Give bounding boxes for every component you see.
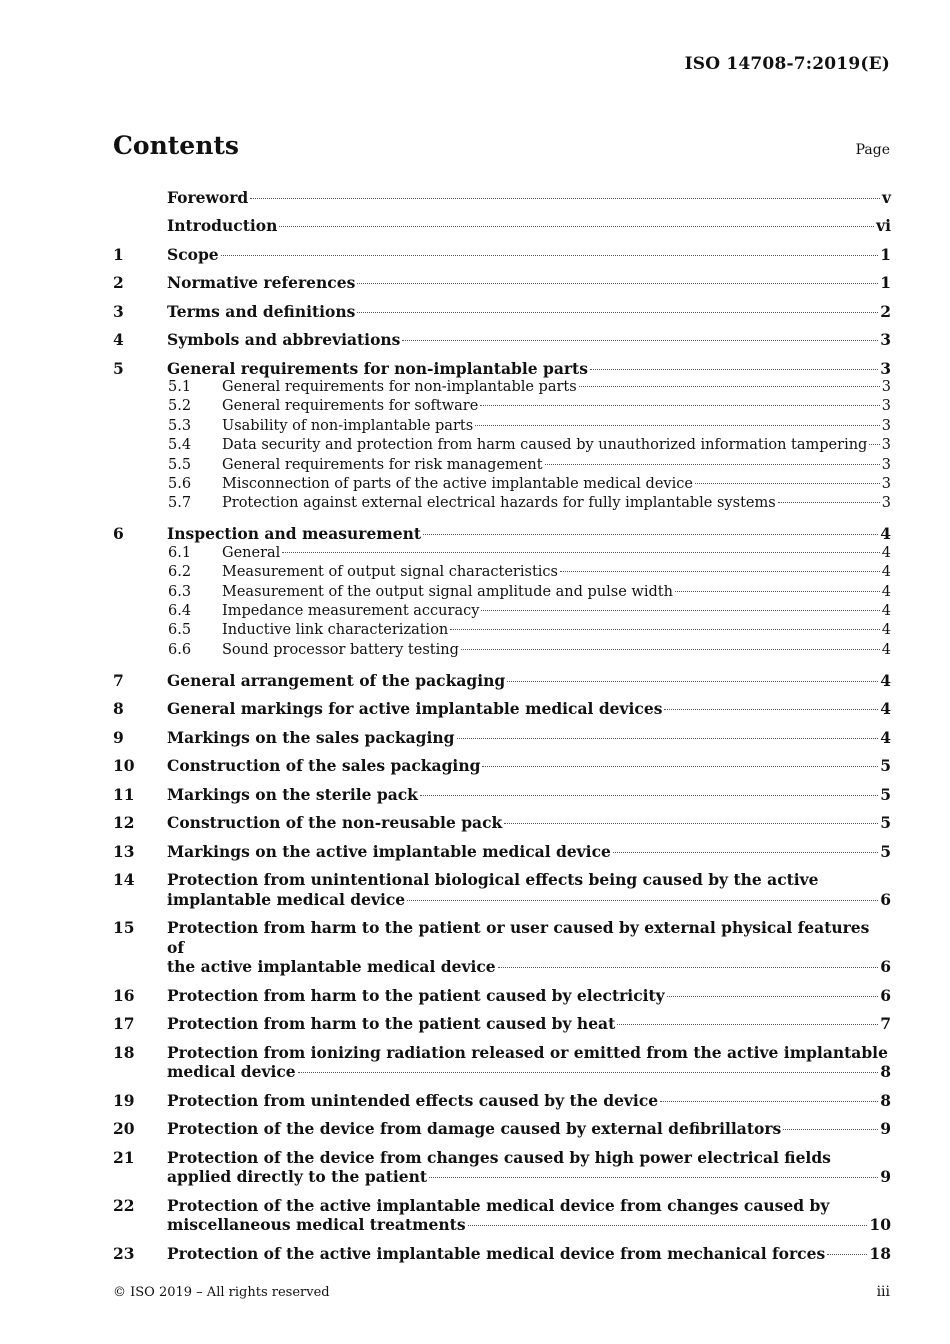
toc-page-number: 2 [880,301,891,321]
toc-page-number: vi [876,216,891,235]
toc-entry-number: 1 [113,244,124,264]
toc-entry-number: 21 [113,1147,135,1167]
toc-page-number: 8 [880,1062,891,1082]
contents-title: Contents [113,131,240,160]
toc-page-number: 6 [880,889,891,909]
toc-entry-title: Protection against external electrical hazards for fully implantable systems [222,495,776,512]
dot-leader [250,198,880,199]
toc-entry-title: medical device [167,1062,296,1082]
dot-leader [423,534,878,535]
dot-leader [420,795,878,796]
toc-entry-number: 6.4 [168,603,192,620]
toc-page-number: 3 [881,476,891,493]
toc-page-number: 3 [881,417,891,434]
toc-page-number: 4 [880,670,891,690]
toc-subentry[interactable] [113,417,891,436]
dot-leader [507,681,878,682]
toc-entry-number: 5 [113,358,124,378]
dot-leader [579,386,880,387]
toc-entry-title: Protection of the active implantable medical device from mechanical forces [167,1243,826,1263]
toc-entry-number: 19 [113,1090,135,1110]
dot-leader [481,610,879,611]
toc-page-number: 5 [880,756,891,776]
toc-entry-number: 7 [113,670,124,690]
toc-entry-title-line1: Protection from harm to the patient or user caused by external physical features of [167,918,870,957]
toc-entry[interactable] [113,299,891,328]
toc-entry[interactable] [113,1145,891,1193]
toc-entry-title: Construction of the non-reusable pack [167,813,503,833]
toc-entry-number: 6.2 [168,564,192,581]
dot-leader [482,766,878,767]
toc-entry[interactable] [113,271,891,300]
toc-subentry[interactable] [113,544,891,563]
toc-entry-number: 10 [113,756,135,776]
dot-leader [695,483,880,484]
toc-entry-title: Scope [167,244,219,264]
toc-entry[interactable] [113,754,891,783]
dot-leader [667,996,879,997]
toc-page-number: v [881,187,891,207]
toc-page-number: 1 [880,273,891,292]
toc-entry[interactable] [113,668,891,697]
dot-leader [429,1177,878,1178]
toc-page-number: 4 [881,622,891,639]
toc-page-number: 4 [880,727,891,747]
toc-entry-title: General markings for active implantable medical devices [167,699,663,719]
toc-entry-title: Measurement of output signal characteristics [222,564,558,581]
dot-leader [869,444,879,445]
toc-page-number: 1 [880,244,891,264]
toc-entry-title: Protection from harm to the patient caused by heat [167,1014,616,1034]
toc-page-number: 18 [869,1243,891,1263]
document-id: ISO 14708-7:2019(E) [684,54,890,74]
toc-page-number: 4 [881,583,891,600]
toc-entry-title: Markings on the sterile pack [167,784,418,804]
toc-entry[interactable] [113,839,891,868]
toc-entry-title: Protection from harm to the patient caused by electricity [167,985,665,1005]
dot-leader [407,900,878,901]
toc-entry-number: 6.3 [168,583,192,600]
toc-entry[interactable] [113,328,891,357]
dot-leader [783,1129,878,1130]
dot-leader [457,738,879,739]
toc-entry-title: Protection of the device from damage caused by external defibrillators [167,1119,782,1139]
toc-entry-title: Sound processor battery testing [222,641,459,658]
dot-leader [282,552,879,553]
toc-subentry[interactable] [113,436,891,455]
toc-entry-number: 23 [113,1243,135,1263]
toc-entry-number: 2 [113,273,124,292]
toc-page-number: 5 [880,841,891,861]
toc-entry-number: 5.7 [168,495,192,512]
toc-page-number: 5 [880,784,891,804]
toc-entry-title-line1: Protection from ionizing radiation released or emitted from the active implantable [167,1042,888,1062]
toc-subentry[interactable] [113,583,891,602]
toc-entry-number: 16 [113,985,135,1005]
dot-leader [480,405,879,406]
toc-entry-title: General requirements for non-implantable parts [167,358,588,378]
toc-entry-number: 4 [113,330,124,349]
dot-leader [357,283,878,284]
toc-entry[interactable] [113,916,891,984]
toc-page-number: 3 [881,456,891,473]
toc-page-number: 4 [881,544,891,561]
toc-page-number: 4 [880,524,891,544]
toc-entry-number: 18 [113,1042,135,1062]
toc-page-number: 4 [881,641,891,658]
toc-subentry[interactable] [113,494,891,513]
dot-leader [827,1254,867,1255]
toc-entry-number: 17 [113,1014,135,1034]
toc-entry-title: Markings on the sales packaging [167,727,455,747]
toc-subentry[interactable] [113,397,891,416]
toc-page-number: 9 [880,1167,891,1187]
toc-subentry[interactable] [113,563,891,582]
toc-entry-number: 5.1 [168,379,192,395]
toc-entry-number: 6 [113,524,124,544]
toc-entry-title: General requirements for software [222,398,479,415]
toc-entry-title: Normative references [167,273,356,292]
dot-leader [504,823,878,824]
toc-entry-title: General requirements for non-implantable parts [222,379,577,395]
toc-entry-number: 13 [113,841,135,861]
toc-page-number: 3 [880,358,891,378]
toc-entry-number: 9 [113,727,124,747]
toc-page-number: 8 [880,1090,891,1110]
toc-page-number: 4 [880,699,891,719]
toc-entry-title: Introduction [167,216,278,235]
toc-entry-title: Construction of the sales packaging [167,756,481,776]
toc-entry[interactable] [113,811,891,840]
dot-leader [664,709,878,710]
toc-entry[interactable] [113,1012,891,1041]
table-of-contents [113,185,891,1270]
dot-leader [617,1024,878,1025]
toc-subentry[interactable] [113,456,891,475]
toc-entry-number: 5.2 [168,398,192,415]
toc-subentry[interactable] [113,602,891,621]
toc-entry-title: Impedance measurement accuracy [222,603,480,620]
toc-entry-number: 20 [113,1119,135,1139]
toc-page-number: 4 [881,603,891,620]
dot-leader [675,591,880,592]
dot-leader [778,502,880,503]
toc-entry-title: Terms and definitions [167,301,356,321]
toc-entry-title: applied directly to the patient [167,1167,428,1187]
toc-entry[interactable] [113,725,891,754]
toc-entry-title: implantable medical device [167,889,406,909]
toc-entry-title: Inductive link characterization [222,622,449,639]
toc-entry-title: Inspection and measurement [167,524,422,544]
toc-entry[interactable] [113,983,891,1012]
dot-leader [660,1101,878,1102]
toc-subentry[interactable] [113,378,891,397]
toc-entry-number: 14 [113,870,135,890]
toc-entry-number: 15 [113,918,135,938]
toc-entry-title: General arrangement of the packaging [167,670,506,690]
toc-entry[interactable] [113,1088,891,1117]
toc-entry-number: 5.6 [168,476,192,493]
toc-entry-title-line1: Protection from unintentional biological effects being caused by the active [167,870,819,890]
toc-entry-number: 6.6 [168,641,192,658]
toc-entry-title: miscellaneous medical treatments [167,1215,466,1235]
toc-entry-title: Protection from unintended effects caused by the device [167,1090,659,1110]
page-column-label: Page [855,142,890,158]
dot-leader [613,852,878,853]
dot-leader [560,571,880,572]
dot-leader [402,340,878,341]
toc-entry[interactable] [113,1040,891,1088]
toc-entry-number: 5.3 [168,417,192,434]
toc-entry-title: Markings on the active implantable medical device [167,841,611,861]
toc-entry-title-line1: Protection of the active implantable medical device from changes caused by [167,1195,830,1215]
dot-leader [461,649,880,650]
toc-page-number: 5 [880,813,891,833]
toc-entry-title: Misconnection of parts of the active implantable medical device [222,476,693,493]
toc-page-number: 6 [880,985,891,1005]
toc-entry[interactable] [113,782,891,811]
toc-entry-number: 6.1 [168,544,192,561]
toc-entry-title: the active implantable medical device [167,957,496,977]
footer-page-number: iii [876,1284,890,1300]
dot-leader [545,464,880,465]
dot-leader [357,312,878,313]
footer-copyright: © ISO 2019 – All rights reserved [113,1285,330,1300]
toc-entry[interactable] [113,1241,891,1270]
dot-leader [298,1072,879,1073]
toc-entry-number: 3 [113,301,124,321]
toc-subentry[interactable] [113,475,891,494]
dot-leader [498,967,879,968]
toc-entry-number: 8 [113,699,124,719]
toc-entry-number: 12 [113,813,135,833]
toc-entry[interactable] [113,697,891,726]
toc-entry[interactable] [113,214,891,243]
toc-page-number: 3 [881,495,891,512]
toc-entry-title: Usability of non-implantable parts [222,417,474,434]
toc-page-number: 6 [880,957,891,977]
toc-page-number: 3 [881,398,891,415]
toc-entry-number: 11 [113,784,135,804]
toc-page-number: 10 [869,1215,891,1235]
dot-leader [450,629,880,630]
toc-entry-number: 5.4 [168,437,192,454]
toc-subentry[interactable] [113,621,891,640]
dot-leader [279,226,874,227]
dot-leader [590,369,878,370]
toc-entry-number: 6.5 [168,622,192,639]
toc-page-number: 3 [880,330,891,349]
toc-page-number: 3 [881,437,891,454]
toc-entry-title: General requirements for risk management [222,456,543,473]
toc-entry-title: Data security and protection from harm caused by unauthorized information tampering [222,437,868,454]
toc-subentry[interactable] [113,641,891,660]
dot-leader [221,255,879,256]
toc-entry-number: 5.5 [168,456,192,473]
toc-page-number: 7 [880,1014,891,1034]
toc-entry[interactable] [113,1117,891,1146]
toc-entry-title: General [222,544,281,561]
toc-page-number: 4 [881,564,891,581]
toc-page-number: 3 [881,379,891,395]
toc-page-number: 9 [880,1119,891,1139]
toc-entry-title: Foreword [167,187,249,207]
toc-entry-title: Measurement of the output signal amplitude and pulse width [222,583,673,600]
toc-entry-title: Symbols and abbreviations [167,330,401,349]
toc-entry[interactable] [113,185,891,214]
toc-entry[interactable] [113,1193,891,1241]
dot-leader [475,425,880,426]
toc-entry-number: 22 [113,1195,135,1215]
toc-entry-title-line1: Protection of the device from changes caused by high power electrical fields [167,1147,831,1167]
dot-leader [468,1225,868,1226]
toc-entry[interactable] [113,868,891,916]
toc-entry[interactable] [113,242,891,271]
